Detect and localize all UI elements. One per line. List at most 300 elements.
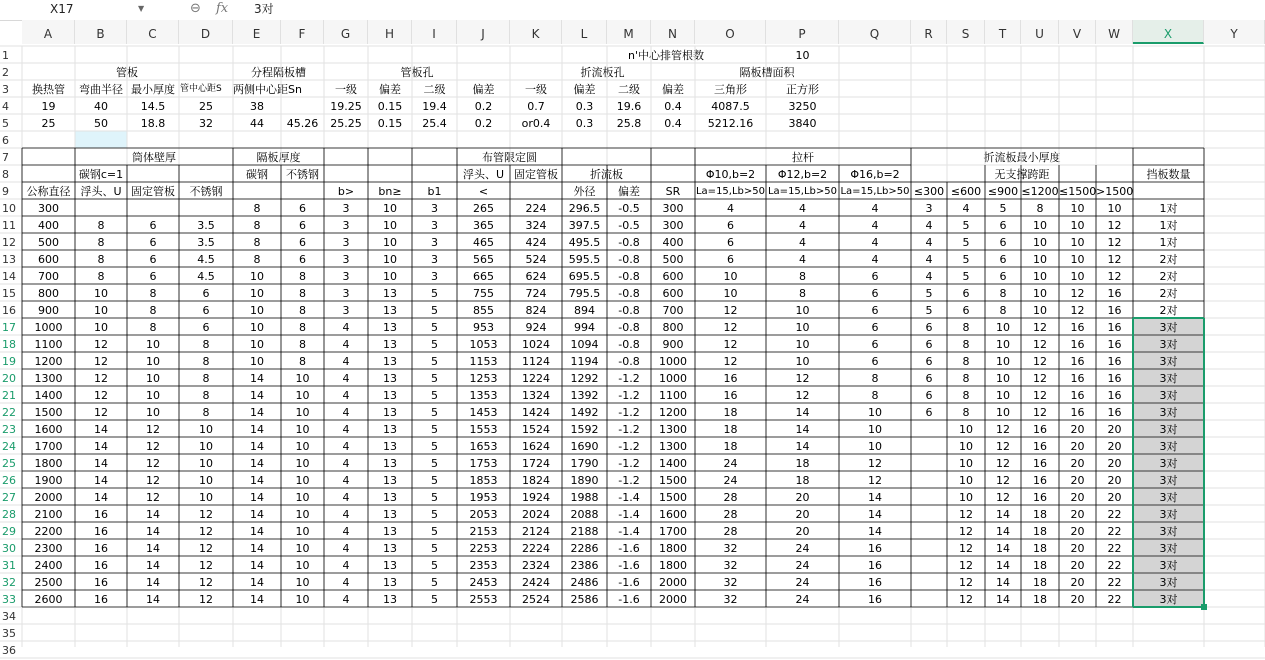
cell-j5[interactable]: 0.2	[474, 117, 493, 130]
cell-l33[interactable]: 2586	[570, 593, 599, 606]
header-cell-b7[interactable]: 筒体壁厚	[132, 151, 176, 164]
column-header-u[interactable]: U	[1021, 20, 1059, 44]
cell-x12[interactable]: 1对	[1159, 236, 1178, 249]
header-cell-h9[interactable]: bn≥	[378, 185, 402, 198]
cell-k29[interactable]: 2124	[522, 525, 550, 538]
cell-h22[interactable]: 13	[383, 406, 397, 419]
cell-t28[interactable]: 14	[996, 508, 1010, 521]
cell-f17[interactable]: 8	[299, 321, 306, 334]
cell-j12[interactable]: 465	[473, 236, 494, 249]
cell-b24[interactable]: 14	[94, 440, 108, 453]
cell-x24[interactable]: 3对	[1159, 440, 1178, 453]
cell-w11[interactable]: 12	[1107, 219, 1122, 232]
cell-m30[interactable]: -1.6	[618, 542, 640, 555]
cell-r27[interactable]	[911, 488, 947, 505]
cell-i4[interactable]: 19.4	[422, 100, 447, 113]
cell-h27[interactable]: 13	[383, 491, 397, 504]
header-cell-m9[interactable]: 偏差	[618, 185, 640, 198]
cell-q30[interactable]: 16	[868, 542, 882, 555]
cell-r13[interactable]: 4	[925, 253, 933, 266]
cell-p29[interactable]: 20	[795, 525, 810, 538]
cell-d26[interactable]: 10	[199, 474, 213, 487]
cell-l11[interactable]: 397.5	[568, 219, 601, 232]
cell-t13[interactable]: 6	[999, 253, 1007, 266]
column-header-y[interactable]: Y	[1204, 20, 1265, 44]
cell-v21[interactable]: 16	[1070, 389, 1085, 402]
row-header-18[interactable]: 18	[2, 338, 16, 351]
cell-n13[interactable]: 500	[662, 253, 684, 266]
cell-d15[interactable]: 6	[202, 287, 210, 300]
cell-e31[interactable]: 14	[250, 559, 264, 572]
cell-d3[interactable]: 管中心距S	[180, 84, 222, 94]
cell-a13[interactable]: 600	[38, 253, 59, 266]
cell-f27[interactable]: 10	[295, 491, 310, 504]
cell-n22[interactable]: 1200	[659, 406, 687, 419]
cell-o11[interactable]: 6	[727, 219, 734, 232]
cell-b13[interactable]: 8	[97, 253, 105, 266]
cell-g30[interactable]: 4	[342, 542, 350, 555]
cell-e3[interactable]: 两侧中心距Sn	[233, 83, 302, 96]
cell-q12[interactable]: 4	[871, 236, 879, 249]
cell-j31[interactable]: 2353	[469, 559, 498, 572]
cell-h3[interactable]: 偏差	[379, 83, 401, 96]
cell-f19[interactable]: 8	[299, 355, 306, 368]
cell-v31[interactable]: 20	[1070, 559, 1085, 572]
cell-w10[interactable]: 10	[1107, 202, 1122, 215]
cell-q10[interactable]: 4	[871, 202, 879, 215]
cell-d21[interactable]: 8	[202, 389, 210, 402]
cell-o16[interactable]: 12	[723, 304, 738, 317]
row-header-12[interactable]: 12	[2, 236, 16, 249]
cell-q15[interactable]: 6	[871, 287, 879, 300]
cell-n31[interactable]: 1800	[659, 559, 687, 572]
cell-g22[interactable]: 4	[342, 406, 350, 419]
cell-o20[interactable]: 16	[723, 372, 738, 385]
cell-t21[interactable]: 10	[996, 389, 1010, 402]
cell-j32[interactable]: 2453	[469, 576, 498, 589]
cell-t11[interactable]: 6	[999, 219, 1007, 232]
cell-c3[interactable]: 最小厚度	[131, 83, 175, 96]
cell-f32[interactable]: 10	[295, 576, 310, 589]
cell-a30[interactable]: 2300	[34, 542, 63, 555]
cell-f15[interactable]: 8	[299, 287, 306, 300]
cell-w22[interactable]: 16	[1107, 406, 1122, 419]
cell-u13[interactable]: 10	[1033, 253, 1047, 266]
cell-n20[interactable]: 1000	[659, 372, 687, 385]
header-cell-o8[interactable]: Φ10,b=2	[705, 168, 756, 181]
cell-c11[interactable]: 6	[149, 219, 157, 232]
cell-o29[interactable]: 28	[723, 525, 738, 538]
cell-a12[interactable]: 500	[38, 236, 59, 249]
header-cell-u9[interactable]: ≤1200	[1021, 185, 1059, 198]
header-cell-p7[interactable]: 拉杆	[792, 151, 814, 164]
cell-w33[interactable]: 22	[1107, 593, 1122, 606]
cell-g4[interactable]: 19.25	[330, 100, 362, 113]
cell-x18[interactable]: 3对	[1159, 338, 1178, 351]
cell-c29[interactable]: 14	[146, 525, 160, 538]
cell-m4[interactable]: 19.6	[616, 100, 642, 113]
header-cell-q8[interactable]: Φ16,b=2	[850, 168, 900, 181]
header-cell-q9[interactable]: La=15,Lb>50	[840, 186, 910, 197]
cell-p22[interactable]: 14	[795, 406, 810, 419]
cell-q27[interactable]: 14	[868, 491, 882, 504]
column-header-t[interactable]: T	[985, 20, 1021, 44]
cell-i11[interactable]: 3	[431, 219, 438, 232]
cell-w13[interactable]: 12	[1107, 253, 1122, 266]
cell-v22[interactable]: 16	[1070, 406, 1085, 419]
chevron-down-icon[interactable]: ▼	[138, 4, 145, 13]
cell-j24[interactable]: 1653	[469, 440, 498, 453]
cell-w29[interactable]: 22	[1107, 525, 1122, 538]
cell-k2[interactable]: 折流板孔	[580, 66, 625, 79]
cell-j3[interactable]: 偏差	[472, 83, 495, 96]
cell-e28[interactable]: 14	[250, 508, 264, 521]
cell-v25[interactable]: 20	[1070, 457, 1085, 470]
cell-v32[interactable]: 20	[1070, 576, 1085, 589]
cell-s19[interactable]: 8	[962, 355, 970, 368]
cell-d30[interactable]: 12	[199, 542, 213, 555]
cell-l5[interactable]: 0.3	[575, 117, 594, 130]
cell-c13[interactable]: 6	[149, 253, 157, 266]
cell-d27[interactable]: 10	[199, 491, 213, 504]
cell-l21[interactable]: 1392	[570, 389, 599, 402]
cell-i22[interactable]: 5	[431, 406, 438, 419]
cell-o13[interactable]: 6	[727, 253, 734, 266]
cell-v29[interactable]: 20	[1070, 525, 1085, 538]
cell-n24[interactable]: 1300	[659, 440, 687, 453]
cell-j21[interactable]: 1353	[469, 389, 498, 402]
cell-v30[interactable]: 20	[1070, 542, 1085, 555]
cell-l32[interactable]: 2486	[570, 576, 599, 589]
cell-k3[interactable]: 一级	[525, 83, 547, 96]
cell-u25[interactable]: 16	[1033, 457, 1047, 470]
cell-i10[interactable]: 3	[431, 202, 438, 215]
cell-s31[interactable]: 12	[959, 559, 973, 572]
cell-i26[interactable]: 5	[431, 474, 438, 487]
cell-f16[interactable]: 8	[299, 304, 306, 317]
cell-d25[interactable]: 10	[199, 457, 213, 470]
column-header-l[interactable]: L	[562, 20, 607, 44]
cell-v11[interactable]: 10	[1070, 219, 1085, 232]
cell-p21[interactable]: 12	[795, 389, 810, 402]
cell-q31[interactable]: 16	[868, 559, 882, 572]
cell-g26[interactable]: 4	[342, 474, 350, 487]
cell-m18[interactable]: -0.8	[618, 338, 640, 351]
cell-q29[interactable]: 14	[868, 525, 882, 538]
header-cell-d9[interactable]: 不锈钢	[189, 185, 223, 198]
cell-l12[interactable]: 495.5	[568, 236, 601, 249]
header-cell-e7[interactable]: 隔板厚度	[256, 151, 301, 164]
cell-t24[interactable]: 12	[996, 440, 1010, 453]
cell-j29[interactable]: 2153	[469, 525, 498, 538]
cell-b28[interactable]: 16	[94, 508, 108, 521]
cell-o5[interactable]: 5212.16	[707, 117, 754, 130]
cell-e29[interactable]: 14	[250, 525, 264, 538]
cell-u31[interactable]: 18	[1033, 559, 1047, 572]
cell-e26[interactable]: 14	[250, 474, 264, 487]
cell-p4[interactable]: 3250	[788, 100, 817, 113]
header-cell-b9[interactable]: 浮头、U	[80, 185, 122, 198]
row-header-14[interactable]: 14	[2, 270, 16, 283]
column-header-o[interactable]: O	[695, 20, 766, 44]
header-cell-k8[interactable]: 固定管板	[514, 168, 558, 181]
cell-t32[interactable]: 14	[996, 576, 1010, 589]
cell-k15[interactable]: 724	[525, 287, 547, 300]
cell-i12[interactable]: 3	[431, 236, 438, 249]
cell-w27[interactable]: 20	[1107, 491, 1122, 504]
cell-w18[interactable]: 16	[1107, 338, 1122, 351]
cell-g13[interactable]: 3	[342, 253, 350, 266]
cell-o4[interactable]: 4087.5	[711, 100, 750, 113]
cell-s22[interactable]: 8	[962, 406, 970, 419]
cell-e25[interactable]: 14	[250, 457, 264, 470]
cell-i31[interactable]: 5	[431, 559, 438, 572]
cell-c30[interactable]: 14	[146, 542, 160, 555]
cell-q16[interactable]: 6	[871, 304, 879, 317]
cell-u29[interactable]: 18	[1033, 525, 1047, 538]
cell-a18[interactable]: 1100	[34, 338, 63, 351]
cell-d14[interactable]: 4.5	[197, 270, 215, 283]
cell-n19[interactable]: 1000	[659, 355, 687, 368]
cell-f21[interactable]: 10	[295, 389, 310, 402]
cell-b15[interactable]: 10	[94, 287, 108, 300]
cell-h25[interactable]: 13	[383, 457, 397, 470]
cell-e30[interactable]: 14	[250, 542, 264, 555]
row-header-23[interactable]: 23	[2, 423, 16, 436]
cell-e16[interactable]: 10	[250, 304, 264, 317]
cell-m21[interactable]: -1.2	[618, 389, 640, 402]
cell-b17[interactable]: 10	[94, 321, 108, 334]
cell-p24[interactable]: 14	[795, 440, 810, 453]
cell-f12[interactable]: 6	[299, 236, 306, 249]
cell-x29[interactable]: 3对	[1159, 525, 1178, 538]
cell-h23[interactable]: 13	[383, 423, 397, 436]
cell-l3[interactable]: 偏差	[573, 83, 596, 96]
cell-t18[interactable]: 10	[996, 338, 1010, 351]
cell-f13[interactable]: 6	[299, 253, 306, 266]
cell-k18[interactable]: 1024	[522, 338, 550, 351]
cell-s27[interactable]: 10	[959, 491, 973, 504]
header-cell-c9[interactable]: 固定管板	[131, 185, 175, 198]
cell-n26[interactable]: 1500	[659, 474, 687, 487]
cell-b23[interactable]: 14	[94, 423, 108, 436]
cell-g11[interactable]: 3	[342, 219, 350, 232]
cell-g5[interactable]: 25.25	[330, 117, 362, 130]
cell-s23[interactable]: 10	[959, 423, 973, 436]
row-header-13[interactable]: 13	[2, 253, 16, 266]
cell-o14[interactable]: 10	[723, 270, 738, 283]
cell-q19[interactable]: 6	[871, 355, 879, 368]
cell-h26[interactable]: 13	[383, 474, 397, 487]
cell-k21[interactable]: 1324	[522, 389, 550, 402]
cell-m32[interactable]: -1.6	[618, 576, 640, 589]
cell-t12[interactable]: 6	[999, 236, 1007, 249]
cell-c31[interactable]: 14	[146, 559, 160, 572]
header-cell-t7[interactable]: 折流板最小厚度	[983, 151, 1061, 164]
name-box[interactable]	[20, 0, 146, 18]
cell-k24[interactable]: 1624	[522, 440, 550, 453]
cell-x27[interactable]: 3对	[1159, 491, 1178, 504]
cell-k17[interactable]: 924	[525, 321, 547, 334]
cell-c4[interactable]: 14.5	[140, 100, 166, 113]
cell-b4[interactable]: 40	[94, 100, 108, 113]
cell-o1[interactable]: 10	[795, 49, 810, 62]
cell-r25[interactable]	[911, 454, 947, 471]
cell-e14[interactable]: 10	[250, 270, 264, 283]
cell-p23[interactable]: 14	[795, 423, 810, 436]
cell-n3[interactable]: 偏差	[662, 83, 684, 96]
cell-x19[interactable]: 3对	[1159, 355, 1178, 368]
cell-a10[interactable]: 300	[38, 202, 59, 215]
cell-n10[interactable]: 300	[662, 202, 684, 215]
column-header-f[interactable]: F	[281, 20, 324, 44]
cell-u24[interactable]: 16	[1033, 440, 1047, 453]
cell-t33[interactable]: 14	[996, 593, 1010, 606]
cell-d31[interactable]: 12	[199, 559, 213, 572]
cell-n27[interactable]: 1500	[659, 491, 687, 504]
cell-j22[interactable]: 1453	[469, 406, 498, 419]
cell-e23[interactable]: 14	[250, 423, 264, 436]
column-header-b[interactable]: B	[75, 20, 127, 44]
cell-g15[interactable]: 3	[342, 287, 350, 300]
cell-e32[interactable]: 14	[250, 576, 264, 589]
cell-t23[interactable]: 12	[996, 423, 1010, 436]
cell-h18[interactable]: 13	[383, 338, 397, 351]
cell-x26[interactable]: 3对	[1159, 474, 1178, 487]
column-header-c[interactable]: C	[127, 20, 179, 44]
cell-d11[interactable]: 3.5	[197, 219, 215, 232]
cell-a33[interactable]: 2600	[34, 593, 63, 606]
cell-i23[interactable]: 5	[431, 423, 438, 436]
cell-i17[interactable]: 5	[431, 321, 438, 334]
header-cell-a9[interactable]: 公称直径	[26, 185, 71, 198]
header-cell-o9[interactable]: La=15,Lb>50	[695, 186, 765, 197]
cell-u18[interactable]: 12	[1033, 338, 1047, 351]
cell-i19[interactable]: 5	[431, 355, 438, 368]
cell-f28[interactable]: 10	[295, 508, 310, 521]
cell-l4[interactable]: 0.3	[575, 100, 594, 113]
cell-r24[interactable]	[911, 437, 947, 454]
cell-n32[interactable]: 2000	[659, 576, 687, 589]
cell-e21[interactable]: 14	[250, 389, 264, 402]
cell-x15[interactable]: 2对	[1159, 287, 1178, 300]
row-header-4[interactable]: 4	[2, 100, 9, 113]
header-cell-b8[interactable]: 碳钢c=1	[78, 168, 124, 181]
cell-w21[interactable]: 16	[1107, 389, 1122, 402]
cell-l1[interactable]: n'中心排管根数	[628, 49, 704, 62]
cell-c32[interactable]: 14	[146, 576, 160, 589]
cell-b33[interactable]: 16	[94, 593, 108, 606]
cell-p28[interactable]: 20	[795, 508, 810, 521]
cell-p17[interactable]: 10	[795, 321, 810, 334]
cell-m14[interactable]: -0.8	[618, 270, 640, 283]
cell-g2[interactable]: 管板孔	[400, 66, 434, 79]
cell-l16[interactable]: 894	[574, 304, 595, 317]
cell-x17[interactable]: 3对	[1159, 321, 1178, 334]
cell-a28[interactable]: 2100	[34, 508, 63, 521]
cell-r12[interactable]: 4	[925, 236, 933, 249]
cell-r33[interactable]	[911, 590, 947, 607]
cell-m10[interactable]: -0.5	[618, 202, 640, 215]
cell-u22[interactable]: 12	[1033, 406, 1047, 419]
column-header-e[interactable]: E	[233, 20, 281, 44]
cell-f23[interactable]: 10	[295, 423, 310, 436]
column-header-k[interactable]: K	[510, 20, 562, 44]
column-header-n[interactable]: N	[651, 20, 695, 44]
cell-o27[interactable]: 28	[723, 491, 738, 504]
cell-i29[interactable]: 5	[431, 525, 438, 538]
cell-t14[interactable]: 6	[999, 270, 1007, 283]
cell-m28[interactable]: -1.4	[618, 508, 640, 521]
cell-k4[interactable]: 0.7	[527, 100, 545, 113]
cell-h12[interactable]: 10	[383, 236, 397, 249]
cell-w20[interactable]: 16	[1107, 372, 1122, 385]
cell-k12[interactable]: 424	[525, 236, 547, 249]
cell-x31[interactable]: 3对	[1159, 559, 1178, 572]
cell-j16[interactable]: 855	[473, 304, 494, 317]
cell-d28[interactable]: 12	[199, 508, 213, 521]
cell-d10[interactable]	[179, 199, 233, 216]
cell-s29[interactable]: 12	[959, 525, 973, 538]
cell-p15[interactable]: 8	[799, 287, 806, 300]
cell-u21[interactable]: 12	[1033, 389, 1047, 402]
cell-j25[interactable]: 1753	[469, 457, 498, 470]
cell-c28[interactable]: 14	[146, 508, 160, 521]
cell-s32[interactable]: 12	[959, 576, 973, 589]
cell-f20[interactable]: 10	[295, 372, 310, 385]
cell-a29[interactable]: 2200	[34, 525, 63, 538]
cell-u16[interactable]: 10	[1033, 304, 1047, 317]
cell-j26[interactable]: 1853	[469, 474, 498, 487]
cell-o33[interactable]: 32	[723, 593, 738, 606]
cell-s18[interactable]: 8	[962, 338, 970, 351]
cell-q28[interactable]: 14	[868, 508, 882, 521]
cell-d24[interactable]: 10	[199, 440, 213, 453]
cell-r28[interactable]	[911, 505, 947, 522]
cell-q21[interactable]: 8	[871, 389, 879, 402]
cell-r19[interactable]: 6	[925, 355, 933, 368]
cell-x23[interactable]: 3对	[1159, 423, 1178, 436]
column-header-j[interactable]: J	[457, 20, 510, 44]
cell-k30[interactable]: 2224	[522, 542, 550, 555]
cell-h29[interactable]: 13	[383, 525, 397, 538]
cell-c19[interactable]: 10	[146, 355, 160, 368]
cell-n33[interactable]: 2000	[659, 593, 687, 606]
cell-m17[interactable]: -0.8	[618, 321, 640, 334]
cell-l29[interactable]: 2188	[570, 525, 599, 538]
cell-r16[interactable]: 5	[925, 304, 933, 317]
cell-b11[interactable]: 8	[97, 219, 105, 232]
cell-d12[interactable]: 3.5	[197, 236, 215, 249]
cell-f5[interactable]: 45.26	[286, 117, 319, 130]
cell-h14[interactable]: 10	[383, 270, 397, 283]
cell-v16[interactable]: 12	[1070, 304, 1085, 317]
column-header-d[interactable]: D	[179, 20, 233, 44]
cell-c21[interactable]: 10	[146, 389, 160, 402]
cell-j23[interactable]: 1553	[469, 423, 498, 436]
cell-a27[interactable]: 2000	[34, 491, 63, 504]
cell-v27[interactable]: 20	[1070, 491, 1085, 504]
cell-o17[interactable]: 12	[723, 321, 738, 334]
header-cell-v9[interactable]: ≤1500	[1059, 185, 1097, 198]
cell-m23[interactable]: -1.2	[618, 423, 640, 436]
cell-u20[interactable]: 12	[1033, 372, 1047, 385]
cell-a23[interactable]: 1600	[34, 423, 63, 436]
cell-m24[interactable]: -1.2	[618, 440, 640, 453]
cell-i25[interactable]: 5	[431, 457, 438, 470]
cell-r10[interactable]: 3	[925, 202, 933, 215]
cell-p5[interactable]: 3840	[788, 117, 817, 130]
